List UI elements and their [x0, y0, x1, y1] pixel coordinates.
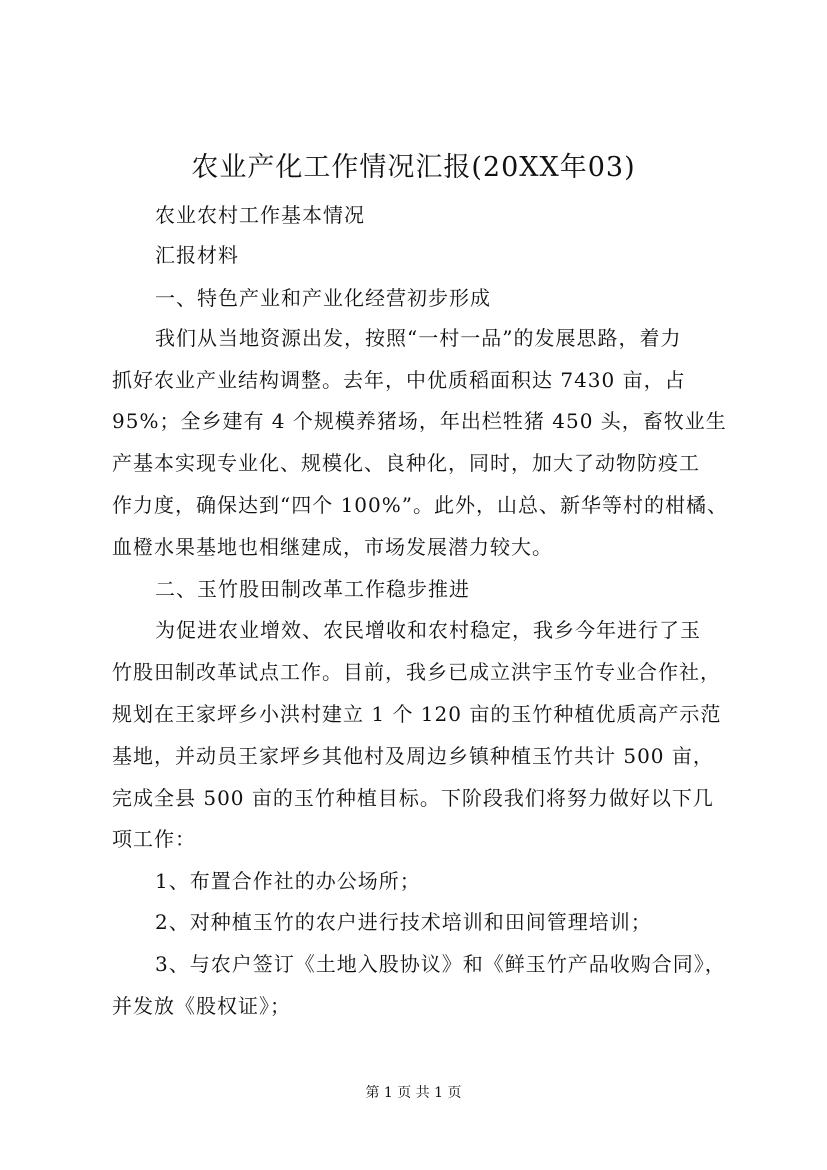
body-line: 规划在王家坪乡小洪村建立 1 个 120 亩的玉竹种植优质高产示范 — [112, 702, 722, 726]
body-line: 项工作： — [112, 827, 196, 851]
body-line: 我们从当地资源出发，按照“一村一品”的发展思路，着力 — [155, 326, 682, 350]
list-item: 3、与农户签订《土地入股协议》和《鲜玉竹产品收购合同》， — [155, 952, 726, 976]
body-line: 抓好农业产业结构调整。去年，中优质稻面积达 7430 亩，占 — [112, 368, 686, 392]
list-item: 1、布置合作社的办公场所； — [155, 869, 421, 893]
list-item: 并发放《股权证》； — [112, 994, 291, 1018]
body-line: 作力度，确保达到“四个 100%”。此外，山总、新华等村的柑橘、 — [112, 493, 728, 517]
body-line: 95%；全乡建有 4 个规模养猪场，年出栏牲猪 450 头，畜牧业生 — [112, 409, 727, 433]
section-heading: 二、玉竹股田制改革工作稳步推进 — [155, 577, 470, 601]
body-line: 产基本实现专业化、规模化、良种化，同时，加大了动物防疫工 — [112, 451, 700, 475]
document-title: 农业产化工作情况汇报(20XX年03) — [191, 152, 636, 183]
section-heading: 一、特色产业和产业化经营初步形成 — [155, 286, 491, 310]
body-line: 汇报材料 — [155, 243, 239, 267]
list-item: 2、对种植玉竹的农户进行技术培训和田间管理培训； — [155, 910, 652, 934]
body-line: 竹股田制改革试点工作。目前，我乡已成立洪宇玉竹专业合作社， — [112, 660, 721, 684]
body-line: 农业农村工作基本情况 — [155, 203, 365, 227]
body-line: 完成全县 500 亩的玉竹种植目标。下阶段我们将努力做好以下几 — [112, 786, 714, 810]
body-line: 基地，并动员王家坪乡其他村及周边乡镇种植玉竹共计 500 亩， — [112, 744, 714, 768]
page-footer: 第 1 页 共 1 页 — [365, 1085, 462, 1101]
body-line: 为促进农业增效、农民增收和农村稳定，我乡今年进行了玉 — [155, 618, 701, 642]
body-line: 血橙水果基地也相继建成，市场发展潜力较大。 — [112, 535, 553, 559]
